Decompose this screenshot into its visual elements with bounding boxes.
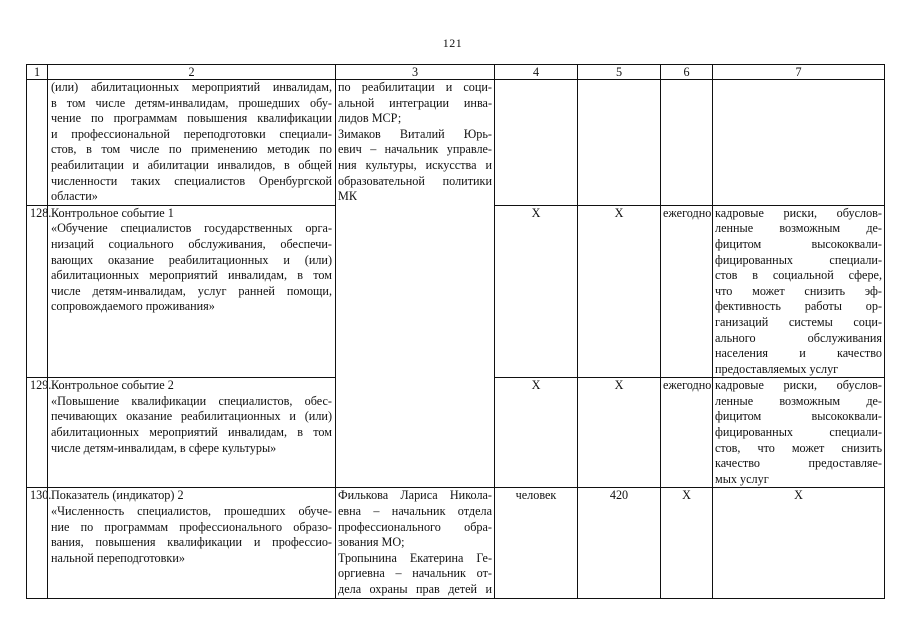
- text-line: ленные возможным де-: [715, 221, 882, 236]
- row-number: [27, 80, 48, 206]
- row-description: [48, 205, 336, 378]
- risks-cell: [713, 80, 885, 206]
- row-number: 128.: [27, 205, 48, 378]
- text-line: лидов МСР;: [338, 111, 402, 126]
- row-number: 129.: [27, 378, 48, 488]
- unit-cell: Х: [495, 378, 578, 488]
- text-line: фицированных специали-: [715, 252, 882, 267]
- text-line: зования МО;: [338, 535, 405, 550]
- text-line: ганизаций системы соци-: [715, 314, 882, 329]
- period-cell: Х: [661, 488, 713, 598]
- period-cell: ежегодно: [661, 205, 713, 378]
- text-line: Зимаков Виталий Юрь-: [338, 126, 492, 141]
- header-col-7: 7: [713, 65, 885, 80]
- text-line: кадровые риски, обуслов-: [715, 205, 882, 220]
- header-row: [27, 65, 885, 80]
- text-line: и профессиональной переподготовки специали-: [51, 126, 332, 141]
- text-line: образовательной политики: [338, 173, 492, 188]
- text-line: дела охраны прав детей и: [338, 582, 492, 596]
- row-description: [48, 488, 336, 598]
- text-line: стов в социальной сфере,: [715, 268, 882, 283]
- unit-cell: человек: [495, 488, 578, 598]
- row-description: [48, 378, 336, 488]
- text-line: нальной переподготовки»: [51, 550, 185, 565]
- text-line: ального обслуживания: [715, 330, 882, 345]
- text-line: что может снизить эф-: [715, 283, 882, 298]
- text-line: евна – начальник отдела: [338, 504, 492, 519]
- header-col-1: 1: [27, 65, 48, 80]
- text-line: профессионального обра-: [338, 519, 492, 534]
- header-col-6: 6: [661, 65, 713, 80]
- text-line: абилитационных мероприятий инвалидам, в том: [51, 268, 332, 283]
- text-line: численности таких специалистов Оренбургской: [51, 173, 332, 188]
- value-cell: [578, 80, 661, 206]
- row-description: [48, 80, 336, 206]
- value-cell: 420: [578, 488, 661, 598]
- risks-cell: Х: [713, 488, 885, 598]
- header-col-3: 3: [336, 65, 495, 80]
- text-line: предоставляемых услуг: [715, 361, 839, 376]
- text-line: Контрольное событие 2: [51, 378, 174, 393]
- text-line: альной интеграции инва-: [338, 95, 492, 110]
- value-cell: Х: [578, 205, 661, 378]
- text-line: стов, в том числе по применению методик по: [51, 142, 332, 157]
- period-cell: [661, 80, 713, 206]
- text-line: реабилитации и абилитации инвалидов, в общей: [51, 157, 332, 172]
- text-line: в том числе детям-инвалидам, прошедших обу-: [51, 95, 332, 110]
- text-line: «Повышение квалификации специалистов, обес-: [51, 393, 332, 408]
- text-line: Показатель (индикатор) 2: [51, 488, 184, 503]
- document-table: [26, 64, 885, 599]
- header-col-5: 5: [578, 65, 661, 80]
- text-line: качество предоставляе-: [715, 456, 882, 471]
- text-line: ленные возможным де-: [715, 393, 882, 408]
- text-line: по реабилитации и соци-: [338, 80, 492, 94]
- text-line: ния культуры, искусства и: [338, 157, 492, 172]
- text-line: ние по программам профессионального образо-: [51, 519, 332, 534]
- text-line: Филькова Лариса Никола-: [338, 488, 492, 503]
- page-number: 121: [442, 36, 463, 50]
- text-line: фицитом высококвали-: [715, 236, 882, 251]
- text-line: сопровождаемого проживания»: [51, 299, 215, 314]
- text-line: абилитационных мероприятий инвалидам, в том: [51, 425, 332, 440]
- text-line: фицитом высококвали-: [715, 409, 882, 424]
- text-line: «Численность специалистов, прошедших обуче-: [51, 504, 332, 519]
- responsible-persons: [336, 80, 495, 488]
- text-line: населения и качество: [715, 346, 882, 361]
- value-cell: Х: [578, 378, 661, 488]
- text-line: Контрольное событие 1: [51, 205, 174, 220]
- text-line: стов, что может снизить: [715, 440, 882, 455]
- text-line: евич – начальник управле-: [338, 142, 492, 157]
- table-row: [27, 488, 885, 598]
- responsible-persons: [336, 488, 495, 598]
- text-line: кадровые риски, обуслов-: [715, 378, 882, 393]
- text-line: низаций социального обслуживания, обеспечи-: [51, 236, 332, 251]
- header-col-2: 2: [48, 65, 336, 80]
- risks-cell: [713, 205, 885, 378]
- text-line: фективность работы ор-: [715, 299, 882, 314]
- period-cell: ежегодно: [661, 378, 713, 488]
- row-number: 130.: [27, 488, 48, 598]
- text-line: области»: [51, 189, 98, 204]
- text-line: вания, повышения квалификации и профессио-: [51, 535, 332, 550]
- text-line: вающих оказание реабилитационных и (или): [51, 252, 332, 267]
- risks-cell: [713, 378, 885, 488]
- text-line: «Обучение специалистов государственных орга-: [51, 221, 332, 236]
- unit-cell: [495, 80, 578, 206]
- text-line: печивающих оказание реабилитационных и (или): [51, 409, 332, 424]
- text-line: числе детям-инвалидам, в сфере культуры»: [51, 440, 277, 455]
- text-line: Тропынина Екатерина Ге-: [338, 550, 492, 565]
- unit-cell: Х: [495, 205, 578, 378]
- header-col-4: 4: [495, 65, 578, 80]
- text-line: мых услуг: [715, 471, 769, 486]
- text-line: числе детям-инвалидам, услуг ранней помощи,: [51, 283, 332, 298]
- text-line: МК: [338, 189, 357, 204]
- text-line: чение по программам повышения квалификации: [51, 111, 332, 126]
- text-line: оргиевна – начальник от-: [338, 566, 492, 581]
- table-row: [27, 80, 885, 206]
- text-line: (или) абилитационных мероприятий инвалидам,: [51, 80, 332, 94]
- text-line: фицированных специали-: [715, 425, 882, 440]
